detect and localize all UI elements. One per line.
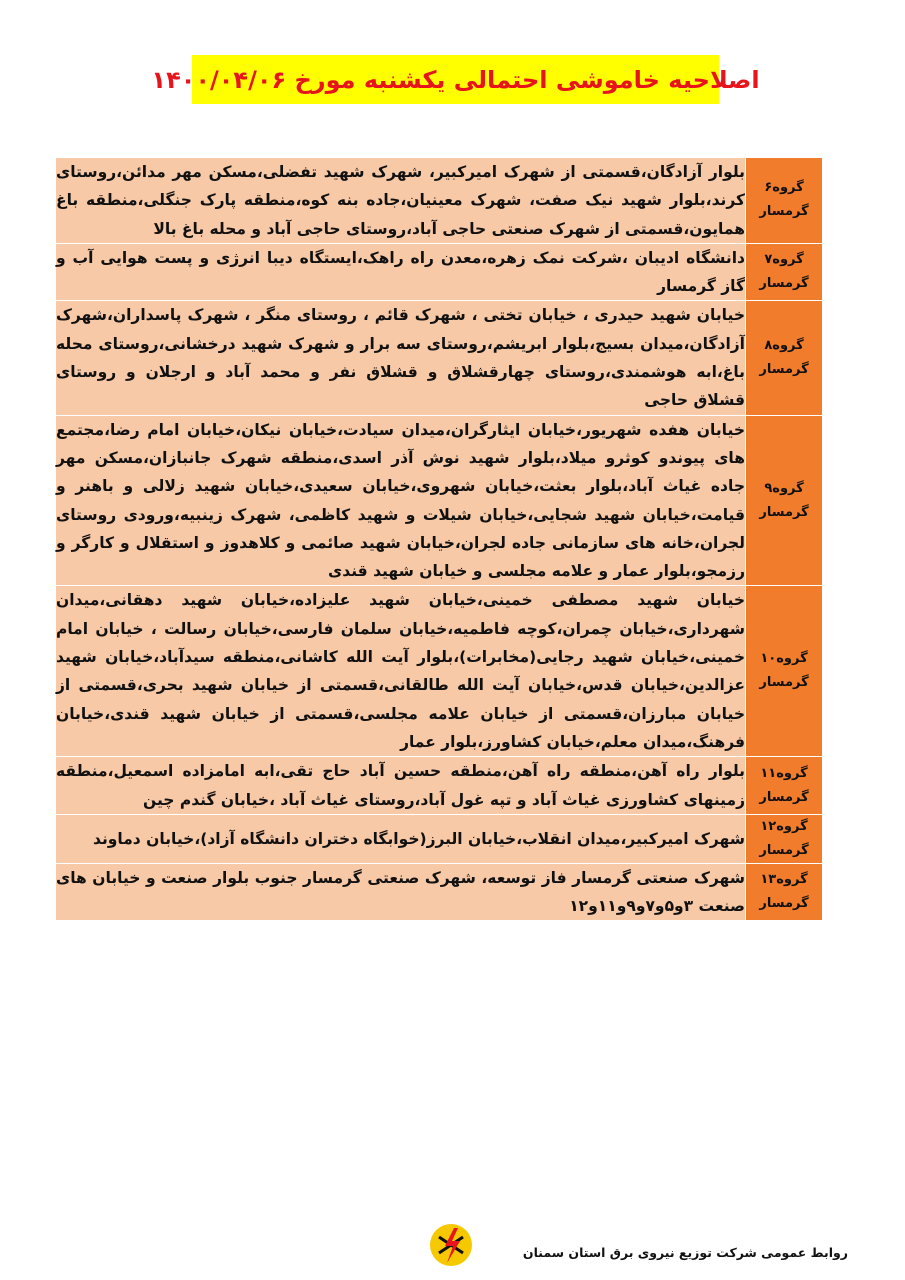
group-cell bbox=[746, 814, 823, 863]
footer-credit: روابط عمومی شرکت توزیع نیروی برق استان سمنان bbox=[522, 1245, 848, 1260]
table-row bbox=[56, 586, 823, 757]
group-cell bbox=[746, 586, 823, 757]
city-label: گرمسار bbox=[759, 276, 809, 292]
table-row bbox=[56, 863, 823, 921]
group-label: گروه۱۱ bbox=[760, 765, 808, 781]
table-row bbox=[56, 757, 823, 815]
group-label: گروه۱۲ bbox=[760, 818, 808, 834]
areas-cell: خیابان شهید مصطفی خمینی،خیابان شهید علیزاده،خیابان شهید دهقانی،میدان شهرداری،خیابان چمران،کوچه فاطمیه،خیابان سلمان فارسی،خیابان رسالت ، خیابان امام خمینی،خیابان شهید رجایی(مخابرات)،بلوار آیت الله کاشانی،منطقه سیدآباد،خیابان شهید عزالدین،خیابان قدس،خیابان آیت الله طالقانی،قسمتی از خیابان شهید بحری،قسمتی از خیابان مبارزان،قسمتی از خیابان علامه مجلسی،قسمتی از خیابان شهید قندی،خیابان فرهنگ،میدان معلم،خیابان کشاورز،بلوار عمار bbox=[56, 586, 746, 757]
table-row bbox=[56, 243, 823, 301]
city-label: گرمسار bbox=[759, 896, 809, 912]
city-label: گرمسار bbox=[759, 675, 809, 691]
group-cell bbox=[746, 757, 823, 815]
table-row bbox=[56, 415, 823, 586]
group-cell bbox=[746, 415, 823, 586]
areas-cell: دانشگاه ادیبان ،شرکت نمک زهره،معدن راه راهک،ایستگاه دیبا انرژی و پست هوایی آب و گاز گرمسار bbox=[56, 243, 746, 301]
electricity-company-logo bbox=[428, 1222, 474, 1268]
city-label: گرمسار bbox=[759, 842, 809, 858]
group-label: گروه۱۰ bbox=[760, 651, 808, 667]
areas-cell: بلوار آزادگان،قسمتی از شهرک امیرکبیر، شهرک شهید تفضلی،مسکن مهر مدائن،روستای کرند،بلوار شهید نیک صفت، شهرک معینیان،جاده بنه کوه،منطقه پارک جنگلی،منطقه باغ همایون،قسمتی از شهرک صنعتی حاجی آباد،روستای حاجی آباد و محله باغ بالا bbox=[56, 158, 746, 244]
areas-cell: شهرک امیرکبیر،میدان انقلاب،خیابان البرز(خوابگاه دختران دانشگاه آزاد)،خیابان دماوند bbox=[56, 814, 746, 863]
page-title: اصلاحیه خاموشی احتمالی یکشنبه مورخ ۱۴۰۰/۰۴/۰۶ bbox=[151, 65, 760, 94]
city-label: گرمسار bbox=[759, 362, 809, 378]
group-cell bbox=[746, 863, 823, 921]
city-label: گرمسار bbox=[759, 504, 809, 520]
areas-cell: خیابان هفده شهریور،خیابان ایثارگران،میدان سیادت،خیابان نیکان،خیابان امام رضا،مجتمع های پیوندو کوثرو میلاد،بلوار شهید نوش آذر اسدی،منطقه شهرک جانبازان،مسکن مهر جاده غیاث آباد،بلوار بعثت،خیابان شهروی،خیابان سعیدی،خیابان شهید زلالی و باهنر و قیامت،خیابان شهید شجایی،خیابان شیلات و شهید کاظمی، شهرک زینبیه،ورودی روستای لجران،خانه های سازمانی جاده لجران،خیابان شهید صائمی و کلاهدوز و استقلال و کارگر و رزمجو،بلوار عمار و علامه مجلسی و خیابان شهید قندی bbox=[56, 415, 746, 586]
city-label: گرمسار bbox=[759, 204, 809, 220]
group-label: گروه۷ bbox=[764, 252, 804, 268]
group-label: گروه۱۳ bbox=[760, 872, 808, 888]
areas-cell: بلوار راه آهن،منطقه راه آهن،منطقه حسین آباد حاج تقی،ابه امامزاده اسمعیل،منطقه زمینهای کشاورزی غیاث آباد و تپه غول آباد،روستای غیاث آباد ،خیابان گندم چین bbox=[56, 757, 746, 815]
table-row bbox=[56, 158, 823, 244]
areas-cell: شهرک صنعتی گرمسار فاز توسعه، شهرک صنعتی گرمسار جنوب بلوار صنعت و خیابان های صنعت ۳و۵و۷و۹و۱۱و۱۲ bbox=[56, 863, 746, 921]
group-cell bbox=[746, 243, 823, 301]
outage-table bbox=[55, 157, 823, 921]
group-label: گروه۹ bbox=[764, 480, 804, 496]
group-label: گروه۸ bbox=[764, 338, 804, 354]
title-banner bbox=[151, 55, 760, 104]
areas-cell: خیابان شهید حیدری ، خیابان تختی ، شهرک قائم ، روستای منگر ، شهرک پاسداران،شهرک آزادگان،میدان بسیج،بلوار ابریشم،روستای سه برار و شهرک شهید درخشانی،روستای محله باغ،ابه هوشمندی،روستای چهارقشلاق و قشلاق نفر و محمد آباد و ارجلان و روستای قشلاق حاجی bbox=[56, 301, 746, 415]
group-cell bbox=[746, 158, 823, 244]
group-label: گروه۶ bbox=[764, 180, 804, 196]
table-row bbox=[56, 814, 823, 863]
table-row bbox=[56, 301, 823, 415]
group-cell bbox=[746, 301, 823, 415]
city-label: گرمسار bbox=[759, 789, 809, 805]
